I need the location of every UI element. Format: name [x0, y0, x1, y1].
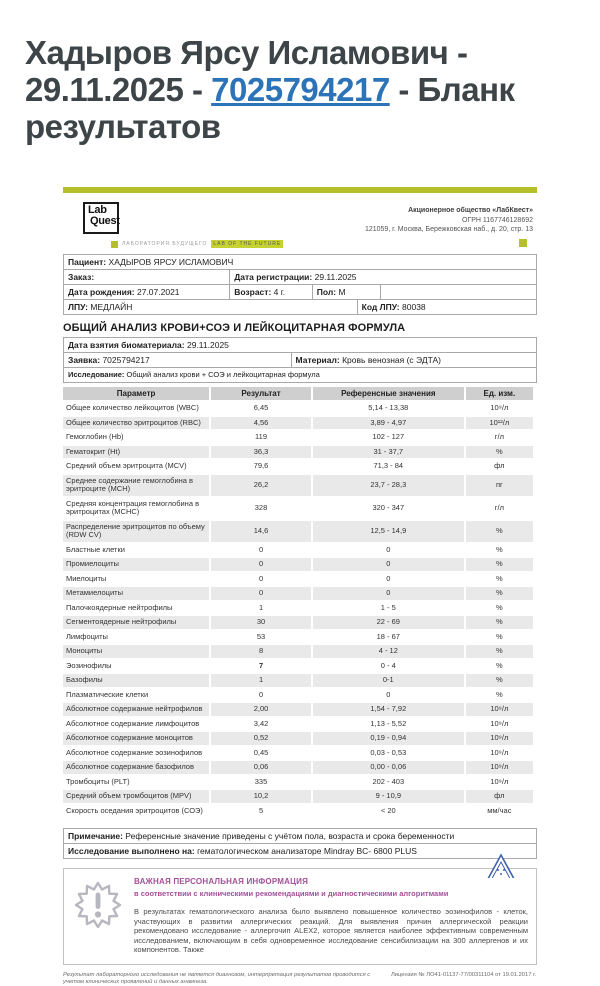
unit-cell: %: [496, 631, 503, 641]
age-value: 4 г.: [273, 287, 286, 297]
reference-cell: 202 - 403: [372, 776, 405, 786]
sex-label: Пол:: [316, 287, 337, 297]
birth-age-sex-row: [63, 284, 537, 300]
lpu-code-cell: [357, 300, 536, 314]
table-row: [63, 521, 533, 542]
result-cell: 6,45: [253, 403, 269, 412]
logo-line1: Lab: [88, 204, 107, 216]
green-square-icon: [519, 239, 527, 247]
unit-cell: пг: [466, 475, 533, 496]
patient-row: [63, 254, 537, 270]
result-cell: 26,2: [211, 475, 311, 496]
patient-name-value: ХАДЫРОВ ЯРСУ ИСЛАМОВИЧ: [108, 257, 234, 267]
table-row: [63, 805, 533, 818]
company-ogrn: ОГРН 1167746128692: [462, 216, 533, 224]
parameter-cell: Скорость оседания эритроцитов (СОЭ): [66, 805, 203, 815]
unit-cell: %: [466, 587, 533, 600]
reference-cell: 9 - 10,9: [313, 790, 464, 803]
registration-date-cell: [229, 270, 536, 284]
reference-cell: 0 - 4: [380, 660, 396, 670]
unit-cell: %: [466, 674, 533, 687]
reference-cell: 320 - 347: [372, 502, 405, 512]
registration-date-value: 29.11.2025: [314, 272, 357, 282]
result-cell: 119: [255, 432, 268, 441]
results-table: [61, 385, 535, 819]
parameter-cell: Абсолютное содержание нейтрофилов: [63, 703, 209, 716]
table-row: [63, 703, 533, 716]
unit-cell: 10⁹/л: [466, 732, 533, 745]
result-cell: 53: [256, 631, 266, 641]
lpu-cell: [64, 300, 357, 314]
parameter-cell: Моноциты: [63, 645, 209, 658]
reference-cell: 5,14 - 13,38: [368, 403, 409, 412]
result-cell: 0: [258, 689, 264, 699]
material-label: Материал:: [295, 355, 340, 365]
unit-cell: 10⁹/л: [466, 761, 533, 774]
labquest-logo: [83, 202, 119, 234]
result-cell: 2,00: [211, 703, 311, 716]
company-name: Акционерное общество «ЛабКвест»: [408, 207, 533, 214]
performed-cell: [64, 844, 536, 858]
parameter-cell: Плазматические клетки: [66, 689, 149, 699]
result-cell: 0: [258, 544, 264, 554]
sample-date-label: Дата взятия биоматериала:: [68, 340, 185, 350]
reference-cell: 4 - 12: [313, 645, 464, 658]
table-row: [63, 631, 533, 644]
lpu-code-value: 80038: [402, 302, 426, 312]
table-row: [63, 460, 533, 473]
reference-cell: 0,19 - 0,94: [313, 732, 464, 745]
parameter-cell: Гематокрит (Ht): [63, 446, 209, 459]
study-row: [63, 367, 537, 383]
reference-cell: 0: [386, 544, 391, 554]
table-row: [63, 446, 533, 459]
parameter-cell: Гемоглобин (Hb): [66, 432, 124, 441]
result-cell: 335: [254, 776, 268, 786]
table-row: [63, 674, 533, 687]
reference-cell: 3,89 - 4,97: [313, 417, 464, 430]
parameter-cell: Миелоциты: [66, 573, 107, 583]
tagline-en: LAB OF THE FUTURE: [213, 241, 282, 247]
parameter-cell: Средний объем эритроцита (MCV): [66, 461, 187, 470]
order-cell: [64, 270, 229, 284]
unit-cell: фл: [494, 461, 505, 470]
study-label: Исследование:: [68, 370, 125, 379]
performed-label: Исследование выполнено на:: [68, 846, 195, 856]
lpu-value: МЕДЛАЙН: [90, 302, 133, 312]
footer-disclaimer: Результат лабораторного исследования не является диагнозом, интерпретация результатов проводится с учетом клинических проявлений и данных анамнеза.: [63, 971, 371, 985]
birth-date-label: Дата рождения:: [68, 287, 135, 297]
sample-meta-block: [63, 337, 537, 383]
result-cell: 1: [258, 602, 264, 612]
important-info-content: [134, 877, 528, 955]
unit-cell: %: [496, 689, 503, 699]
reference-cell: 12,5 - 14,9: [313, 521, 464, 542]
reference-cell: 0,03 - 0,53: [370, 747, 407, 757]
col-header-units: Ед. изм.: [466, 387, 533, 400]
unit-cell: %: [496, 573, 503, 583]
reference-cell: 102 - 127: [372, 432, 405, 441]
performed-row: [63, 843, 537, 859]
request-material-row: [63, 352, 537, 368]
reference-cell: 0-1: [313, 674, 464, 687]
reference-cell: 22 - 69: [313, 616, 464, 629]
age-label: Возраст:: [234, 287, 272, 297]
parameter-cell: Бластные клетки: [66, 544, 125, 554]
request-value: 7025794217: [102, 355, 150, 365]
unit-cell: 10⁹/л: [490, 776, 509, 786]
unit-cell: %: [496, 660, 503, 670]
reference-cell: 1,54 - 7,92: [313, 703, 464, 716]
table-row: [63, 732, 533, 745]
company-info: [365, 202, 533, 248]
parameter-cell: Промиелоциты: [63, 558, 209, 571]
table-row: [63, 602, 533, 615]
logo-tagline: [111, 240, 313, 248]
unit-cell: г/л: [494, 432, 504, 441]
sample-date-row: [63, 337, 537, 353]
unit-cell: %: [466, 558, 533, 571]
col-header-result: Результат: [211, 387, 311, 400]
parameter-cell: Сегментоядерные нейтрофилы: [63, 616, 209, 629]
table-row: [63, 761, 533, 774]
parameter-cell: Базофилы: [63, 674, 209, 687]
unit-cell: 10⁹/л: [490, 747, 509, 757]
request-cell: [64, 353, 291, 367]
order-label: Заказ:: [68, 272, 95, 282]
reference-cell: 0: [386, 573, 391, 583]
note-value: Референсные значение приведены с учётом пола, возраста и срока беременности: [125, 831, 455, 841]
registration-date-label: Дата регистрации:: [234, 272, 313, 282]
table-row: [63, 718, 533, 731]
lpu-row: [63, 299, 537, 315]
alert-burst-icon: [70, 877, 126, 955]
table-row: [63, 558, 533, 571]
certification-stamp-icon: [475, 853, 527, 878]
empty-cell: [380, 285, 536, 299]
unit-cell: %: [466, 616, 533, 629]
result-cell: 0,52: [211, 732, 311, 745]
result-cell: 14,6: [211, 521, 311, 542]
table-row: [63, 660, 533, 673]
patient-name-label: Пациент:: [68, 257, 107, 267]
unit-cell: %: [496, 602, 503, 612]
lpu-label: ЛПУ:: [68, 302, 88, 312]
parameter-cell: Среднее содержание гемоглобина в эритроците (MCH): [63, 475, 209, 496]
result-cell: 0: [258, 573, 264, 583]
performed-value: гематологическом анализаторе Mindray BC- 6800 PLUS: [197, 846, 417, 856]
important-subtitle: в соответствии с клиническими рекомендациями и диагностическими алгоритмами: [134, 889, 449, 898]
table-row: [63, 402, 533, 415]
document-header: [63, 193, 537, 252]
sample-date-cell: [64, 338, 536, 352]
table-row: [63, 475, 533, 496]
page-title: [25, 34, 582, 145]
parameter-cell: Абсолютное содержание лимфоцитов: [66, 718, 200, 728]
lab-report-document: [63, 187, 537, 986]
table-row: [63, 431, 533, 444]
reference-cell: 0,00 - 0,06: [313, 761, 464, 774]
table-row: [63, 616, 533, 629]
result-cell: 36,3: [211, 446, 311, 459]
document-footer: [63, 972, 537, 986]
unit-cell: г/л: [494, 502, 504, 512]
unit-cell: %: [466, 446, 533, 459]
parameter-cell: Общее количество лейкоцитов (WBC): [66, 403, 199, 412]
result-cell: 1: [211, 674, 311, 687]
patient-info-block: [63, 254, 537, 315]
note-row: [63, 828, 537, 844]
result-cell: 0: [211, 558, 311, 571]
result-cell: 3,42: [253, 718, 269, 728]
result-cell: 0,06: [211, 761, 311, 774]
logo-line2: Quest: [90, 215, 120, 227]
parameter-cell: Абсолютное содержание моноцитов: [63, 732, 209, 745]
age-cell: [229, 285, 312, 299]
birth-date-cell: [64, 285, 229, 299]
title-text-start: Хадыров Ярсу Исламович - 29.11.2025 -: [25, 34, 468, 108]
parameter-cell: Метамиелоциты: [63, 587, 209, 600]
col-header-reference: Референсные значения: [313, 387, 464, 400]
unit-cell: фл: [466, 790, 533, 803]
result-cell: 0: [211, 587, 311, 600]
table-row: [63, 747, 533, 760]
result-cell: 10,2: [211, 790, 311, 803]
parameter-cell: Общее количество эритроцитов (RBC): [63, 417, 209, 430]
table-row: [63, 776, 533, 789]
result-cell: 328: [254, 502, 268, 512]
reference-cell: 1 - 5: [380, 602, 396, 612]
request-label: Заявка:: [68, 355, 101, 365]
study-cell: [64, 368, 536, 382]
material-cell: [291, 353, 536, 367]
birth-date-value: 27.07.2021: [136, 287, 180, 297]
unit-cell: %: [466, 521, 533, 542]
logo-block: [83, 202, 313, 248]
unit-cell: 10⁹/л: [490, 718, 509, 728]
important-title: ВАЖНАЯ ПЕРСОНАЛЬНАЯ ИНФОРМАЦИЯ: [134, 877, 309, 886]
title-text-end: - Бланк результатов: [25, 71, 515, 145]
table-row: [63, 498, 533, 519]
result-cell: 4,56: [211, 417, 311, 430]
table-row: [63, 689, 533, 702]
reference-cell: 23,7 - 28,3: [313, 475, 464, 496]
order-number-link[interactable]: 7025794217: [211, 71, 390, 108]
result-cell: 30: [211, 616, 311, 629]
reference-cell: 18 - 67: [376, 631, 400, 641]
company-address: 121059, г. Москва, Бережковская наб., д. 20, стр. 13: [364, 226, 533, 233]
parameter-cell: Эозинофилы: [66, 660, 112, 670]
parameter-cell: Абсолютное содержание эозинофилов: [66, 747, 203, 757]
parameter-cell: Средний объем тромбоцитов (MPV): [63, 790, 209, 803]
reference-cell: 0: [386, 689, 391, 699]
results-header-row: [63, 387, 533, 400]
sample-date-value: 29.11.2025: [186, 340, 229, 350]
reference-cell: 0: [313, 558, 464, 571]
table-row: [63, 544, 533, 557]
parameter-cell: Средняя концентрация гемоглобина в эритроцитах (MCHC): [66, 498, 200, 516]
reference-cell: 0: [313, 587, 464, 600]
lpu-code-label: Код ЛПУ:: [361, 302, 400, 312]
table-row: [63, 417, 533, 430]
study-value: Общий анализ крови + СОЭ и лейкоцитарная формула: [126, 370, 320, 379]
reference-cell: 31 - 37,7: [313, 446, 464, 459]
unit-cell: %: [466, 645, 533, 658]
important-info-box: [63, 868, 537, 965]
table-row: [63, 645, 533, 658]
result-cell: 79,6: [253, 461, 269, 470]
table-row: [63, 587, 533, 600]
reference-cell: 71,3 - 84: [373, 461, 404, 470]
reference-cell: 1,13 - 5,52: [370, 718, 407, 728]
sex-cell: [312, 285, 380, 299]
table-row: [63, 573, 533, 586]
important-body: В результатах гематологического анализа было выявлено повышенное количество эозинофилов - клеток, участвующих в развитии аллергических реакций. Для выявления причин аллергической реакции рекомендовано исследование - аллергочип ALEX2, которое является наиболее эффективным современным исследованием, включающим в себя одновременное исследование сенсибилизации на 300 аллергенов и их компонентов. Также: [134, 907, 528, 954]
parameter-cell: Палочкоядерные нейтрофилы: [66, 602, 173, 612]
parameter-cell: Распределение эритроцитов по объему (RDW CV): [63, 521, 209, 542]
parameter-cell: Тромбоциты (PLT): [66, 776, 130, 786]
sex-value: М: [338, 287, 346, 297]
result-cell: 0,45: [253, 747, 269, 757]
result-cell: 7: [258, 660, 264, 670]
footer-license: Лицензия № ЛО41-01137-77/00311104 от 19.01.2017 г.: [391, 971, 537, 978]
unit-cell: 10¹²/л: [466, 417, 533, 430]
note-cell: [64, 829, 536, 843]
green-square-icon: [111, 241, 118, 248]
report-title: ОБЩИЙ АНАЛИЗ КРОВИ+СОЭ И ЛЕЙКОЦИТАРНАЯ ФОРМУЛА: [63, 322, 406, 334]
material-value: Кровь венозная (с ЭДТА): [342, 355, 442, 365]
order-row: [63, 269, 537, 285]
unit-cell: 10⁹/л: [490, 403, 509, 412]
patient-name-cell: [64, 255, 536, 269]
col-header-parameter: Параметр: [63, 387, 209, 400]
unit-cell: %: [496, 544, 503, 554]
results-table-body: [63, 402, 533, 817]
note-label: Примечание:: [68, 831, 123, 841]
notes-block: [63, 828, 537, 859]
tagline-ru: ЛАБОРАТОРИЯ БУДУЩЕГО: [122, 241, 208, 247]
result-cell: 5: [258, 805, 264, 815]
result-cell: 8: [211, 645, 311, 658]
table-row: [63, 790, 533, 803]
parameter-cell: Лимфоциты: [66, 631, 108, 641]
unit-cell: 10⁹/л: [466, 703, 533, 716]
unit-cell: мм/час: [487, 805, 512, 815]
parameter-cell: Абсолютное содержание базофилов: [63, 761, 209, 774]
reference-cell: < 20: [380, 805, 396, 815]
